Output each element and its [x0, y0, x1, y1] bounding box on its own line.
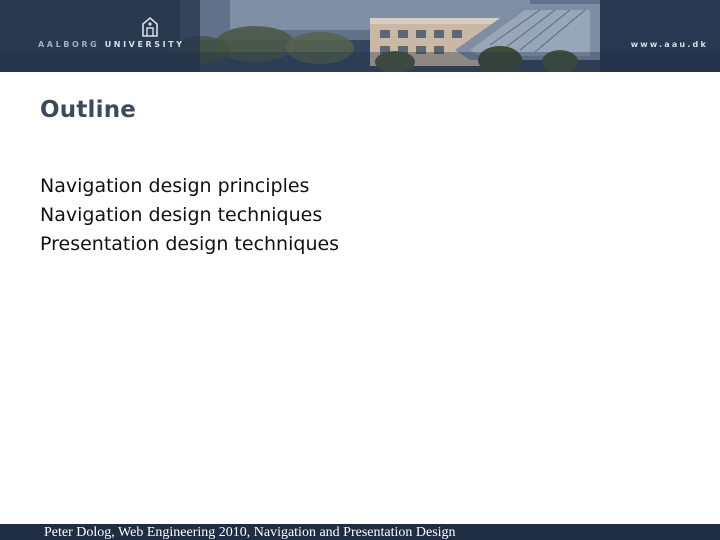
footer-bar [0, 524, 720, 540]
campus-photo [0, 0, 720, 72]
footer-text: Peter Dolog, Web Engineering 2010, Navigation and Presentation Design [44, 525, 456, 540]
logo-second-text: UNIVERSITY [104, 40, 185, 49]
university-seal-icon [140, 16, 160, 38]
list-item: Presentation design techniques [40, 233, 340, 255]
university-logo[interactable] [38, 40, 185, 49]
list-item: Navigation design principles [40, 175, 310, 197]
list-item: Navigation design techniques [40, 204, 323, 226]
logo-main-text: AALBORG [38, 40, 100, 49]
header-banner [0, 0, 720, 72]
outline-list [40, 172, 339, 259]
site-url[interactable]: www.aau.dk [630, 40, 708, 49]
slide-title: Outline [40, 97, 137, 123]
